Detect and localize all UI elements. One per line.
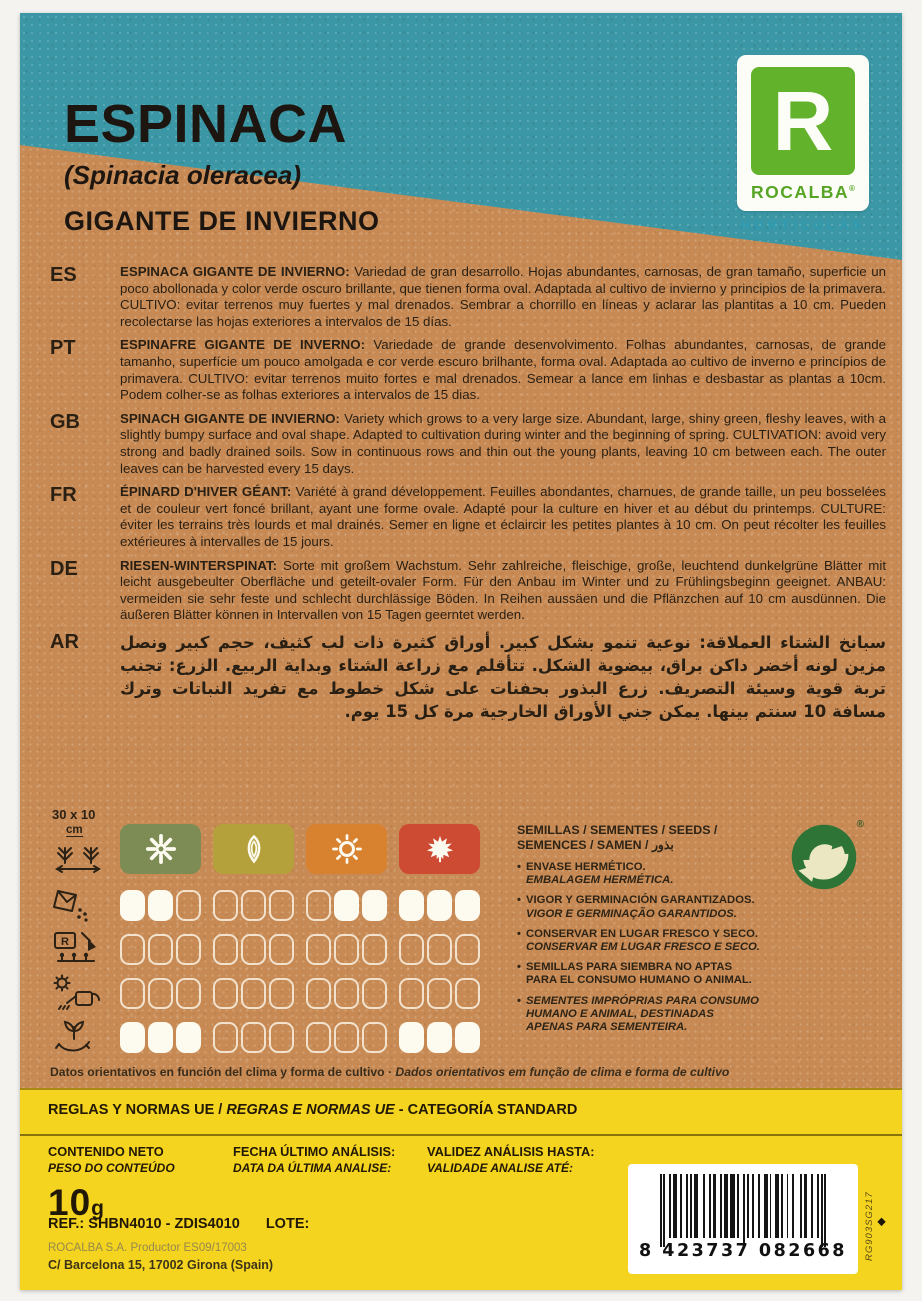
month-cell	[241, 978, 266, 1009]
info-line: • VIGOR Y GERMINACIÓN GARANTIZADOS.	[526, 894, 755, 907]
snowflake-icon	[146, 834, 176, 864]
language-code: PT	[50, 337, 76, 360]
month-cell	[334, 890, 359, 921]
language-code: FR	[50, 484, 77, 507]
description-de	[50, 558, 886, 624]
description-text: ESPINACA GIGANTE DE INVIERNO: Variedad de gran desarrollo. Hojas abundantes, carnosas, de gran tamaño, superficie un poco abollonada y color verde oscuro brillante, que tienen forma oval. Adaptada al cultivo de invierno y principios de la primavera. CULTIVO: evitar terrenos muy fuertes y mal drenados. Sembrar a chorrillo en líneas y aclarar las plantitas a 10 cm. Pueden recolectarse las hojas exteriores a intervalos de 15 días.	[120, 264, 886, 329]
footer-band	[20, 1088, 902, 1290]
address-line: C/ Barcelona 15, 17002 Girona (Spain)	[48, 1258, 274, 1272]
text-part: ·	[384, 1065, 396, 1079]
month-cell	[334, 1022, 359, 1053]
plant-spacing	[52, 808, 120, 877]
info-line: PARA EL CONSUMO HUMANO O ANIMAL.	[526, 974, 752, 987]
info-line: CONSERVAR EM LUGAR FRESCO E SECO.	[526, 941, 760, 954]
month-cell	[362, 934, 387, 965]
text-part: REGRAS E NORMAS UE	[226, 1102, 395, 1118]
validity-column	[427, 1144, 595, 1175]
sowing-calendar	[52, 808, 514, 1053]
month-cell	[269, 1022, 294, 1053]
reference-code: REF.: SHBN4010 - ZDIS4010	[48, 1216, 240, 1232]
month-cell	[455, 934, 480, 965]
reference-row	[48, 1216, 309, 1232]
spring-season	[213, 824, 294, 874]
month-cell	[455, 890, 480, 921]
month-cell	[241, 890, 266, 921]
info-bullets	[517, 861, 769, 1034]
language-code: ES	[50, 264, 77, 286]
month-cell	[213, 934, 238, 965]
quarter-group	[306, 978, 387, 1009]
info-line: EMBALAGEM HERMÉTICA.	[526, 874, 674, 887]
net-label-es: CONTENIDO NETO	[48, 1144, 164, 1159]
month-cell	[176, 934, 201, 965]
quarter-group	[213, 890, 294, 921]
info-bullet	[517, 928, 769, 954]
quarter-group	[120, 934, 201, 965]
description-pt	[50, 337, 886, 403]
print-mark-icon: ◆	[876, 1215, 888, 1229]
quarter-group	[399, 1022, 480, 1053]
month-cell	[399, 890, 424, 921]
info-line: • SEMENTES IMPRÓPRIAS PARA CONSUMO	[526, 994, 759, 1007]
calendar-row-transplant	[52, 934, 514, 965]
month-cell	[306, 1022, 331, 1053]
info-line: • SEMILLAS PARA SIEMBRA NO APTAS	[526, 961, 733, 974]
latin-name: (Spinacia oleracea)	[64, 160, 301, 190]
svg-text:R: R	[61, 936, 69, 949]
month-cell	[399, 978, 424, 1009]
month-cell	[455, 978, 480, 1009]
language-code: AR	[50, 630, 79, 653]
autumn-season	[399, 824, 480, 874]
month-cell	[120, 890, 145, 921]
calendar-header	[52, 808, 514, 877]
rules-line	[48, 1102, 577, 1118]
info-bullet	[517, 995, 769, 1035]
info-line: • ENVASE HERMÉTICO.	[526, 861, 646, 873]
validity-label-es: VALIDEZ ANÁLISIS HASTA:	[427, 1144, 595, 1159]
quarter-group	[306, 890, 387, 921]
month-cell	[176, 890, 201, 921]
month-cells	[120, 890, 480, 921]
print-code	[864, 1156, 888, 1290]
month-cell	[148, 1022, 173, 1053]
registered-mark: ®	[849, 184, 855, 194]
text-part: REGLAS Y NORMAS UE /	[48, 1102, 227, 1118]
calendar-row-sowing	[52, 890, 514, 921]
net-label-pt: PESO DO CONTEÚDO	[48, 1161, 175, 1175]
month-cell	[399, 934, 424, 965]
winter-season	[120, 824, 201, 874]
care-icon	[52, 974, 120, 1012]
variety-name: GIGANTE DE INVIERNO	[64, 206, 380, 236]
description-gb	[50, 411, 886, 477]
month-cell	[120, 1022, 145, 1053]
month-cell	[362, 978, 387, 1009]
quarter-group	[306, 934, 387, 965]
transplant-icon	[52, 930, 120, 968]
seed-packet	[20, 13, 902, 1290]
month-cell	[334, 934, 359, 965]
descriptions	[50, 264, 886, 730]
info-bullet	[517, 861, 769, 887]
month-cell	[148, 890, 173, 921]
quarter-group	[306, 1022, 387, 1053]
info-line: • CONSERVAR EN LUGAR FRESCO Y SECO.	[526, 927, 759, 940]
product-title: ESPINACA	[64, 94, 348, 154]
text-part: Dados orientativos em função de clima e forma de cultivo	[395, 1065, 730, 1079]
info-bullet	[517, 961, 769, 987]
month-cell	[306, 978, 331, 1009]
season-row	[120, 824, 480, 877]
month-cell	[306, 934, 331, 965]
month-cell	[213, 978, 238, 1009]
month-cell	[269, 934, 294, 965]
text-part: - CATEGORÍA STANDARD	[394, 1102, 578, 1118]
quarter-group	[399, 934, 480, 965]
footer-divider	[20, 1134, 902, 1136]
month-cell	[213, 1022, 238, 1053]
spacing-unit: cm	[66, 823, 83, 836]
info-line: APENAS PARA SEMENTEIRA.	[526, 1021, 688, 1034]
net-content-column	[48, 1144, 175, 1221]
quarter-group	[213, 978, 294, 1009]
net-weight-value: 10	[48, 1182, 92, 1223]
quarter-group	[120, 890, 201, 921]
description-text: سبانخ الشتاء العملاقة: نوعية تنمو بشكل كبير. أوراق كثيرة ذات لب كثيف، حجم كبير ونصل مزين لونه أخضر داكن براق، بيضوية الشكل. تتأقلم مع زراعة الشتاء وبداية الربيع. الزرع: تجنب تربة قوية وسيئة التصريف. زرع البذور بحفنات على شكل خطوط مع تفريد النباتات وترك مسافة 10 سنتم بينها. يمكن جني الأوراق الخارجية مرة كل 15 يوم.	[120, 632, 886, 721]
calendar-row-harvest	[52, 1022, 514, 1053]
climate-note	[50, 1065, 729, 1079]
description-text: ÉPINARD D'HIVER GÉANT: Variété à grand développement. Feuilles abondantes, charnues, de grande taille, un peu bosselées et de couleur vert foncé brillant, ayant une forme ovale. Adapté pour la culture en hiver et au début du printemps. CULTURE: éviter les terrains très lourds et mal drainés. Semer en ligne et éclaircir les petites plantes à 10 cm. On peut récolter les feuilles extérieures à intervalles de 15 jours.	[120, 484, 886, 549]
maple-leaf-icon	[425, 834, 455, 864]
seed-info-column	[517, 823, 769, 1041]
info-line: HUMANO E ANIMAL, DESTINADAS	[526, 1007, 714, 1020]
green-dot-recycle-icon	[788, 821, 866, 893]
producer-line: ROCALBA S.A. Productor ES09/17003	[48, 1242, 247, 1254]
quarter-group	[213, 1022, 294, 1053]
rocalba-r-icon: R	[751, 67, 855, 175]
description-text: SPINACH GIGANTE DE INVIERNO: Variety which grows to a very large size. Abundant, large, shiny green, fleshy leaves, with a slightly bumpy surface and oval shape. Adapted to cultivation during winter and the beginning of spring. CULTIVATION: avoid very strong and badly drained soils. Sow in continuous rows and thin out the young plants, leaving 10 cm between each. The outer leaves can be harvested every 15 days.	[120, 410, 886, 476]
month-cell	[120, 934, 145, 965]
net-weight-unit: g	[91, 1197, 104, 1220]
analysis-label-pt: DATA DA ÚLTIMA ANALISE:	[233, 1161, 392, 1175]
sowing-icon	[52, 887, 120, 923]
lot-label: LOTE:	[265, 1216, 310, 1232]
logo-card	[737, 55, 869, 211]
month-cell	[427, 934, 452, 965]
month-cell	[269, 890, 294, 921]
month-cell	[241, 1022, 266, 1053]
month-cell	[148, 934, 173, 965]
month-cell	[362, 1022, 387, 1053]
info-line: VIGOR E GERMINAÇÃO GARANTIDOS.	[526, 907, 737, 920]
calendar-row-care	[52, 978, 514, 1009]
barcode-bars	[642, 1174, 844, 1238]
quarter-group	[120, 978, 201, 1009]
month-cell	[120, 978, 145, 1009]
logo-subtitle: HORTICOLAS	[740, 218, 866, 232]
month-cell	[362, 890, 387, 921]
info-bullet	[517, 894, 769, 920]
seed-icon	[239, 834, 269, 864]
month-cells	[120, 1022, 480, 1053]
sun-icon	[332, 834, 362, 864]
recycle-registered-mark: ®	[856, 819, 864, 830]
calendar-rows	[52, 890, 514, 1053]
description-fr	[50, 484, 886, 550]
month-cell	[176, 978, 201, 1009]
text-part: Datos orientativos en función del clima y forma de cultivo	[50, 1065, 385, 1079]
plant-spacing-icon	[52, 837, 104, 877]
description-ar	[50, 631, 886, 723]
analysis-date-column	[233, 1144, 395, 1175]
info-header: SEMILLAS / SEMENTES / SEEDS / SEMENCES / SAMEN / بذور	[517, 823, 718, 852]
description-es	[50, 264, 886, 330]
quarter-group	[399, 978, 480, 1009]
analysis-label-es: FECHA ÚLTIMO ANÁLISIS:	[233, 1144, 396, 1159]
month-cell	[427, 890, 452, 921]
month-cells	[120, 934, 480, 965]
logo-brand-text: ROCALBA	[751, 182, 850, 202]
description-text: RIESEN-WINTERSPINAT: Sorte mit großem Wachstum. Sehr zahlreiche, fleischige, große, leuchtend dunkelgrüne Blätter mit leicht ausgebeulter Oberfläche und geteilt-ovaler Form. Für den Anbau im Winter und zu Frühlingsbeginn geeignet. ANBAU: vermeiden sie sehr feste und schlecht durchlässige Böden. In Reihen aussäen und die Pflänzchen auf 10 cm ausdünnen. Die äußeren Blätter können in Intervallen von 15 Tagen geerntet werden.	[120, 557, 887, 623]
validity-label-pt: VALIDADE ANALISE ATÉ:	[427, 1161, 573, 1175]
month-cell	[427, 1022, 452, 1053]
month-cell	[455, 1022, 480, 1053]
quarter-group	[120, 1022, 201, 1053]
title-block	[64, 94, 380, 237]
language-code: GB	[50, 410, 80, 433]
month-cells	[120, 978, 480, 1009]
month-cell	[213, 890, 238, 921]
rocalba-logo	[737, 55, 869, 232]
month-cell	[176, 1022, 201, 1053]
summer-season	[306, 824, 387, 874]
month-cell	[269, 978, 294, 1009]
month-cell	[399, 1022, 424, 1053]
print-code-text: RG903SG217	[864, 1191, 875, 1261]
month-cell	[427, 978, 452, 1009]
spacing-value: 30 x 10	[52, 807, 96, 822]
quarter-group	[213, 934, 294, 965]
barcode-digits: 8 423737 082668	[639, 1241, 847, 1261]
language-code: DE	[50, 557, 78, 580]
harvest-icon	[52, 1018, 120, 1056]
barcode	[628, 1164, 858, 1274]
month-cell	[306, 890, 331, 921]
month-cell	[148, 978, 173, 1009]
month-cell	[241, 934, 266, 965]
description-text: ESPINAFRE GIGANTE DE INVERNO: Variedade de grande desenvolvimento. Folhas abundantes, carnosas, de grande tamanho, superfície um pouco amolgada e cor verde escuro brilhante, forma oval. Adaptada ao cultivo de inverno e princípios de primavera. CULTIVO: evitar terrenos muito fortes e mal drenados. Semear a lance em linhas e desbastar as plantas a 10cm. Podem colher-se as folhas exteriores a intervalos de 15 dias.	[120, 337, 887, 403]
quarter-group	[399, 890, 480, 921]
month-cell	[334, 978, 359, 1009]
